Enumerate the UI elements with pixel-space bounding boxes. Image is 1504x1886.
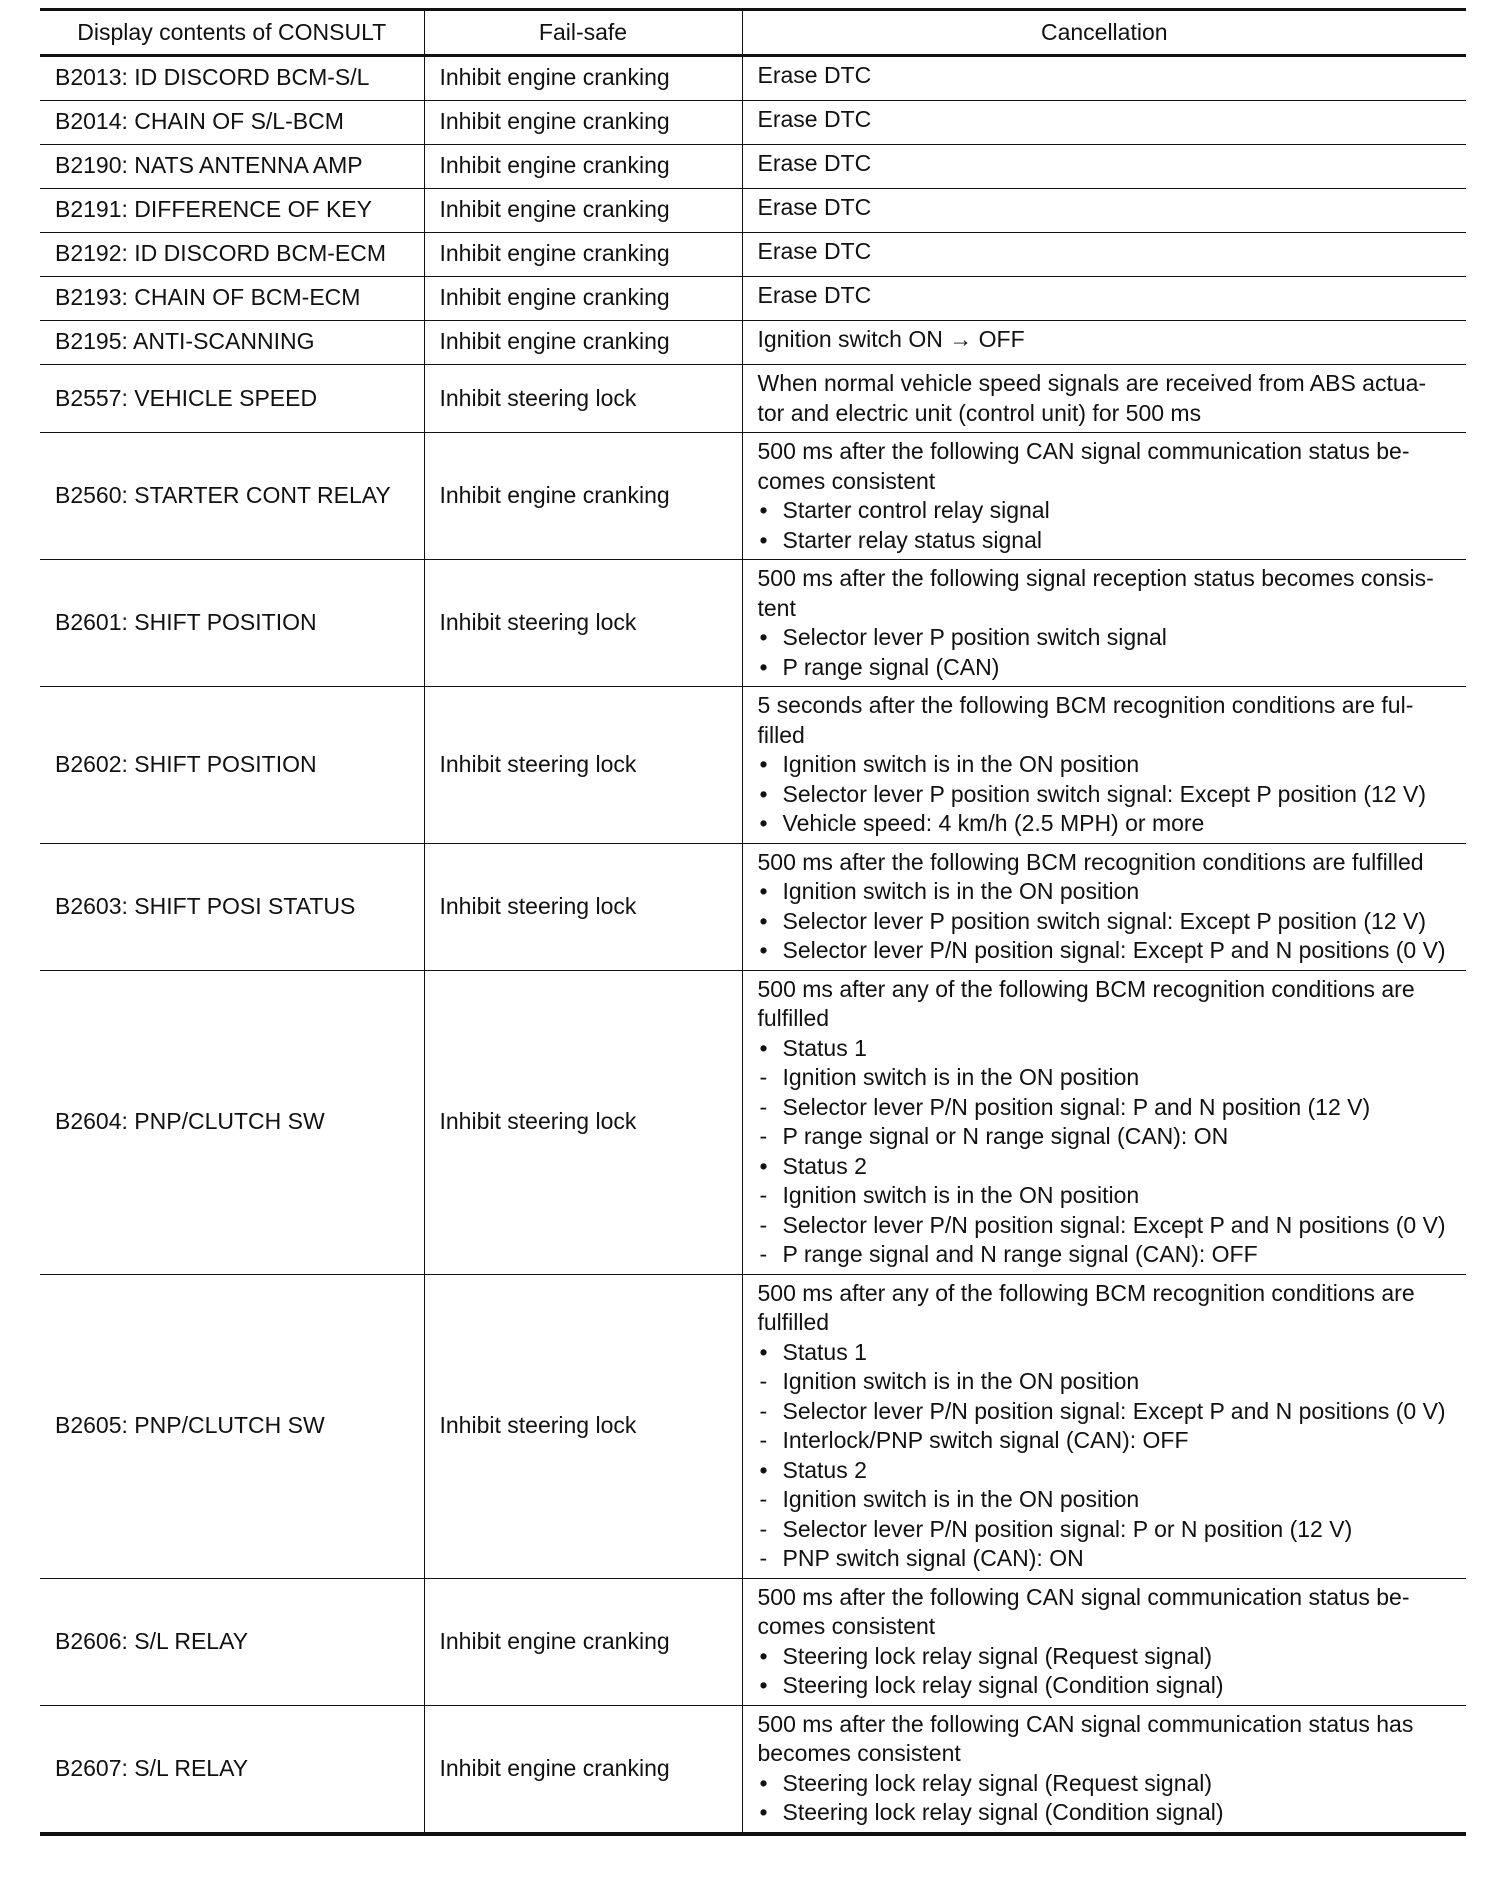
cancellation-cell xyxy=(742,1274,1466,1578)
cancellation-cell xyxy=(742,321,1466,365)
list-item-text: Selector lever P position switch signal: Except P position (12 V) xyxy=(782,780,1426,807)
list-item-text: Status 2 xyxy=(782,1152,867,1179)
fail-safe-cell: Inhibit engine cranking xyxy=(424,321,742,365)
list-item-text: Ignition switch is in the ON position xyxy=(782,1182,1140,1208)
cancellation-text-line: Erase DTC xyxy=(757,282,872,308)
table-row xyxy=(40,145,1466,189)
cancellation-list-item xyxy=(758,1544,1455,1574)
list-item-text: Selector lever P/N position signal: P and N position (12 V) xyxy=(782,1093,1371,1120)
list-marker: • xyxy=(759,1672,768,1698)
cancellation-list-item xyxy=(758,1367,1455,1397)
list-marker: • xyxy=(759,1456,768,1483)
list-item-text: Ignition switch is in the ON position xyxy=(782,878,1140,904)
cancellation-text-line: 500 ms after any of the following BCM recognition conditions are xyxy=(757,975,1415,1002)
table-row xyxy=(40,101,1466,145)
cancellation-list-item xyxy=(758,936,1455,966)
fail-safe-cell: Inhibit engine cranking xyxy=(424,101,742,145)
cancellation-text-line: 500 ms after the following CAN signal communication status has xyxy=(757,1710,1414,1737)
cancellation-text-line: becomes consistent xyxy=(757,1740,961,1766)
list-marker: • xyxy=(759,810,768,836)
fail-safe-cell: Inhibit engine cranking xyxy=(424,277,742,321)
cancellation-list-item xyxy=(758,1397,1455,1427)
cancellation-text-line: Erase DTC xyxy=(757,194,872,220)
cancellation-cell xyxy=(742,277,1466,321)
cancellation-text-line: Erase DTC xyxy=(757,238,872,264)
list-marker: - xyxy=(759,1515,768,1542)
table-body xyxy=(40,56,1466,1834)
cancellation-list-item xyxy=(758,1338,1455,1368)
cancellation-text-line: Erase DTC xyxy=(757,106,872,132)
cancellation-text-line: Erase DTC xyxy=(757,62,872,88)
cancellation-cell xyxy=(742,365,1466,433)
list-item-text: Steering lock relay signal (Request signal) xyxy=(782,1642,1213,1669)
table-row xyxy=(40,687,1466,844)
list-item-text: Status 1 xyxy=(782,1338,867,1365)
cancellation-cell xyxy=(742,1705,1466,1834)
table-row xyxy=(40,843,1466,970)
list-item-text: Selector lever P/N position signal: Except P and N positions (0 V) xyxy=(782,1397,1446,1424)
cancellation-list-item xyxy=(758,877,1455,907)
list-marker: • xyxy=(759,653,768,680)
cancellation-list-item xyxy=(758,907,1455,937)
table-row xyxy=(40,1705,1466,1834)
cancellation-list-item xyxy=(758,1093,1455,1123)
fail-safe-cell: Inhibit engine cranking xyxy=(424,56,742,101)
dtc-display-cell: B2602: SHIFT POSITION xyxy=(40,687,424,844)
list-item-text: Ignition switch is in the ON position xyxy=(782,1368,1140,1394)
list-item-text: Ignition switch is in the ON position xyxy=(782,1064,1140,1090)
dtc-display-cell: B2014: CHAIN OF S/L-BCM xyxy=(40,101,424,145)
cancellation-list-item xyxy=(758,1034,1455,1064)
cancellation-text-line: Erase DTC xyxy=(757,150,872,176)
cancellation-cell xyxy=(742,56,1466,101)
list-item-text: Selector lever P position switch signal: Except P position (12 V) xyxy=(782,907,1426,934)
list-item-text: Status 2 xyxy=(782,1456,867,1483)
cancellation-text-line: 500 ms after the following signal reception status becomes consis- xyxy=(757,565,1434,591)
fail-safe-cell: Inhibit engine cranking xyxy=(424,1705,742,1834)
cancellation-text-line: tent xyxy=(757,594,796,621)
list-marker: • xyxy=(759,878,768,904)
list-item-text: Starter control relay signal xyxy=(782,497,1050,523)
list-marker: - xyxy=(759,1211,768,1238)
list-item-text: Steering lock relay signal (Request signal) xyxy=(782,1769,1213,1796)
cancellation-list-item xyxy=(758,1152,1455,1182)
dtc-display-cell: B2606: S/L RELAY xyxy=(40,1578,424,1705)
dtc-display-cell: B2013: ID DISCORD BCM-S/L xyxy=(40,56,424,101)
cancellation-text-line: 500 ms after the following CAN signal communication status be- xyxy=(757,438,1410,464)
header-display-contents: Display contents of CONSULT xyxy=(40,10,424,56)
fail-safe-cell: Inhibit engine cranking xyxy=(424,145,742,189)
list-item-text: P range signal or N range signal (CAN): ON xyxy=(782,1123,1229,1149)
list-marker: - xyxy=(759,1093,768,1120)
cancellation-cell xyxy=(742,101,1466,145)
list-marker: • xyxy=(759,1769,768,1796)
cancellation-text-line: Ignition switch ON → OFF xyxy=(757,326,1025,352)
fail-safe-cell: Inhibit steering lock xyxy=(424,365,742,433)
cancellation-list-item xyxy=(758,1671,1455,1701)
dtc-display-cell: B2190: NATS ANTENNA AMP xyxy=(40,145,424,189)
list-marker: • xyxy=(759,1799,768,1825)
dtc-display-cell: B2192: ID DISCORD BCM-ECM xyxy=(40,233,424,277)
list-marker: • xyxy=(759,907,768,934)
table-header-row xyxy=(40,10,1466,56)
table-row xyxy=(40,970,1466,1274)
cancellation-list-item xyxy=(758,1456,1455,1486)
cancellation-list-item xyxy=(758,1240,1455,1270)
dtc-display-cell: B2193: CHAIN OF BCM-ECM xyxy=(40,277,424,321)
fail-safe-cell: Inhibit engine cranking xyxy=(424,1578,742,1705)
list-marker: • xyxy=(759,751,768,777)
cancellation-cell xyxy=(742,233,1466,277)
header-fail-safe: Fail-safe xyxy=(424,10,742,56)
cancellation-list-item xyxy=(758,1515,1455,1545)
dtc-display-cell: B2195: ANTI-SCANNING xyxy=(40,321,424,365)
cancellation-list-item xyxy=(758,1485,1455,1515)
cancellation-list-item xyxy=(758,1798,1455,1828)
list-item-text: Status 1 xyxy=(782,1034,867,1061)
cancellation-text-line: When normal vehicle speed signals are received from ABS actua- xyxy=(757,370,1427,396)
cancellation-list-item xyxy=(758,1642,1455,1672)
list-marker: - xyxy=(759,1182,768,1208)
list-item-text: Selector lever P position switch signal xyxy=(782,624,1167,650)
cancellation-list-item xyxy=(758,1122,1455,1152)
cancellation-text-line: comes consistent xyxy=(757,467,936,494)
table-row xyxy=(40,1578,1466,1705)
table-row xyxy=(40,233,1466,277)
cancellation-list-item xyxy=(758,1063,1455,1093)
cancellation-list-item xyxy=(758,1769,1455,1799)
cancellation-cell xyxy=(742,560,1466,687)
list-item-text: Steering lock relay signal (Condition signal) xyxy=(782,1799,1224,1825)
fail-safe-cell: Inhibit steering lock xyxy=(424,843,742,970)
cancellation-text-line: 500 ms after any of the following BCM recognition conditions are xyxy=(757,1279,1415,1306)
list-item-text: Vehicle speed: 4 km/h (2.5 MPH) or more xyxy=(782,810,1205,836)
cancellation-text-line: 500 ms after the following CAN signal communication status be- xyxy=(757,1583,1410,1610)
list-item-text: Interlock/PNP switch signal (CAN): OFF xyxy=(782,1427,1189,1453)
cancellation-list-item xyxy=(758,1181,1455,1211)
cancellation-text-line: fulfilled xyxy=(757,1005,830,1031)
fail-safe-cell: Inhibit steering lock xyxy=(424,970,742,1274)
table-row xyxy=(40,1274,1466,1578)
list-marker: - xyxy=(759,1123,768,1149)
cancellation-list-item xyxy=(758,750,1455,780)
list-item-text: Starter relay status signal xyxy=(782,526,1043,553)
list-item-text: Selector lever P/N position signal: Except P and N positions (0 V) xyxy=(782,1211,1446,1238)
fail-safe-cell: Inhibit steering lock xyxy=(424,560,742,687)
cancellation-text-line: 500 ms after the following BCM recognition conditions are fulfilled xyxy=(757,848,1424,875)
table-row xyxy=(40,321,1466,365)
fail-safe-cell: Inhibit steering lock xyxy=(424,687,742,844)
table-row xyxy=(40,56,1466,101)
cancellation-list-item xyxy=(758,809,1455,839)
dtc-display-cell: B2603: SHIFT POSI STATUS xyxy=(40,843,424,970)
cancellation-list-item xyxy=(758,1426,1455,1456)
list-item-text: PNP switch signal (CAN): ON xyxy=(782,1545,1084,1571)
header-cancellation: Cancellation xyxy=(742,10,1466,56)
cancellation-text-line: comes consistent xyxy=(757,1613,936,1639)
list-item-text: Selector lever P/N position signal: P or N position (12 V) xyxy=(782,1515,1353,1542)
cancellation-list-item xyxy=(758,496,1455,526)
list-marker: • xyxy=(759,1642,768,1669)
cancellation-cell xyxy=(742,145,1466,189)
dtc-display-cell: B2560: STARTER CONT RELAY xyxy=(40,433,424,560)
cancellation-cell xyxy=(742,433,1466,560)
document-page xyxy=(40,8,1466,1836)
list-marker: - xyxy=(759,1368,768,1394)
cancellation-list-item xyxy=(758,526,1455,556)
cancellation-cell xyxy=(742,687,1466,844)
dtc-display-cell: B2557: VEHICLE SPEED xyxy=(40,365,424,433)
cancellation-text-line: tor and electric unit (control unit) for 500 ms xyxy=(757,399,1202,426)
list-marker: • xyxy=(759,1152,768,1179)
dtc-display-cell: B2607: S/L RELAY xyxy=(40,1705,424,1834)
cancellation-cell xyxy=(742,189,1466,233)
cancellation-list-item xyxy=(758,1211,1455,1241)
list-item-text: Ignition switch is in the ON position xyxy=(782,751,1140,777)
list-marker: - xyxy=(759,1241,768,1267)
table-row xyxy=(40,277,1466,321)
cancellation-text-line: 5 seconds after the following BCM recognition conditions are ful- xyxy=(757,692,1414,718)
list-marker: - xyxy=(759,1545,768,1571)
list-item-text: Steering lock relay signal (Condition signal) xyxy=(782,1672,1224,1698)
list-marker: • xyxy=(759,1338,768,1365)
list-item-text: P range signal and N range signal (CAN): OFF xyxy=(782,1241,1258,1267)
fail-safe-cell: Inhibit steering lock xyxy=(424,1274,742,1578)
list-marker: - xyxy=(759,1427,768,1453)
dtc-display-cell: B2604: PNP/CLUTCH SW xyxy=(40,970,424,1274)
list-marker: • xyxy=(759,780,768,807)
list-marker: • xyxy=(759,624,768,650)
dtc-display-cell: B2601: SHIFT POSITION xyxy=(40,560,424,687)
table-row xyxy=(40,365,1466,433)
cancellation-cell xyxy=(742,970,1466,1274)
table-row xyxy=(40,189,1466,233)
list-item-text: Selector lever P/N position signal: Except P and N positions (0 V) xyxy=(782,937,1446,963)
list-item-text: Ignition switch is in the ON position xyxy=(782,1486,1140,1512)
list-marker: - xyxy=(759,1397,768,1424)
cancellation-list-item xyxy=(758,653,1455,683)
fail-safe-cell: Inhibit engine cranking xyxy=(424,189,742,233)
cancellation-cell xyxy=(742,1578,1466,1705)
fail-safe-cell: Inhibit engine cranking xyxy=(424,433,742,560)
cancellation-list-item xyxy=(758,780,1455,810)
cancellation-text-line: filled xyxy=(757,721,805,748)
table-row xyxy=(40,433,1466,560)
list-marker: - xyxy=(759,1486,768,1512)
fail-safe-cell: Inhibit engine cranking xyxy=(424,233,742,277)
list-marker: • xyxy=(759,526,768,553)
table-row xyxy=(40,560,1466,687)
list-marker: - xyxy=(759,1064,768,1090)
list-marker: • xyxy=(759,497,768,523)
list-item-text: P range signal (CAN) xyxy=(782,653,1000,680)
list-marker: • xyxy=(759,1034,768,1061)
list-marker: • xyxy=(759,937,768,963)
dtc-display-cell: B2191: DIFFERENCE OF KEY xyxy=(40,189,424,233)
cancellation-text-line: fulfilled xyxy=(757,1309,830,1335)
fail-safe-table xyxy=(40,8,1466,1836)
cancellation-list-item xyxy=(758,623,1455,653)
dtc-display-cell: B2605: PNP/CLUTCH SW xyxy=(40,1274,424,1578)
cancellation-cell xyxy=(742,843,1466,970)
